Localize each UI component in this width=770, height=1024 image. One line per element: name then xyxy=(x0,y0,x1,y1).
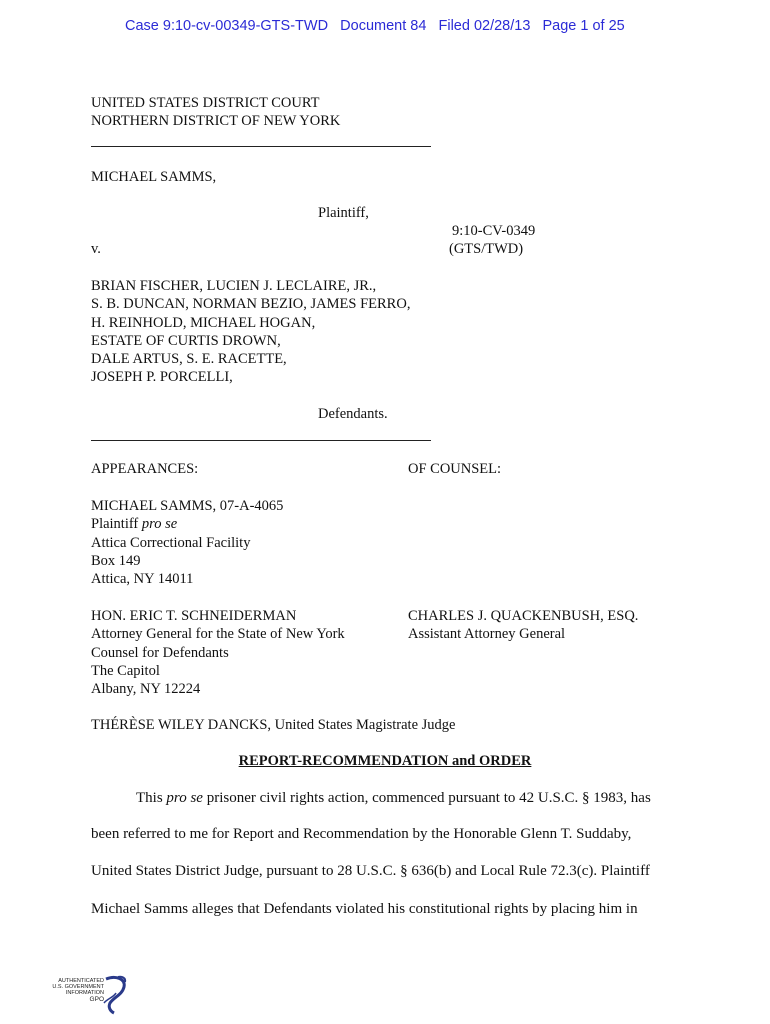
defense-line: Attorney General for the State of New York xyxy=(91,626,345,643)
address-line: Box 149 xyxy=(91,552,141,569)
address-line: Attica Correctional Facility xyxy=(91,534,251,551)
defense-line: HON. ERIC T. SCHNEIDERMAN xyxy=(91,608,297,624)
court-line-2: NORTHERN DISTRICT OF NEW YORK xyxy=(91,113,341,130)
court-name xyxy=(91,94,340,131)
plaintiff-appearance xyxy=(91,497,283,588)
gpo-authentication-logo xyxy=(44,973,134,1017)
header-case: Case 9:10-cv-00349-GTS-TWD xyxy=(125,18,329,34)
body-line-4: Michael Samms alleges that Defendants violated his constitutional rights by placing him in xyxy=(91,901,638,917)
gpo-text: AUTHENTICATED U.S. GOVERNMENT INFORMATION GPO xyxy=(52,978,104,1003)
defense-line: The Capitol xyxy=(91,662,160,679)
defense-line: Albany, NY 12224 xyxy=(91,681,201,698)
header-document: Document 84 xyxy=(340,18,427,34)
header-page: Page 1 of 25 xyxy=(542,18,625,34)
defendant-line: ESTATE OF CURTIS DROWN, xyxy=(91,332,281,349)
appearances-label: APPEARANCES: xyxy=(91,461,199,477)
counsel-name: CHARLES J. QUACKENBUSH, ESQ. xyxy=(408,608,639,624)
defendant-line: H. REINHOLD, MICHAEL HOGAN, xyxy=(91,314,316,331)
court-line-1: UNITED STATES DISTRICT COURT xyxy=(91,95,320,111)
judge-line: THÉRÈSE WILEY DANCKS, United States Magistrate Judge xyxy=(91,717,456,733)
plaintiff-role: Plaintiff, xyxy=(318,205,369,221)
plaintiff-name: MICHAEL SAMMS, xyxy=(91,169,217,185)
defendant-line: S. B. DUNCAN, NORMAN BEZIO, JAMES FERRO, xyxy=(91,296,411,313)
header-filed: Filed 02/28/13 xyxy=(438,18,531,34)
defense-appearance xyxy=(91,607,345,698)
case-number: 9:10-CV-0349 xyxy=(452,223,536,239)
caption-rule-bottom xyxy=(91,440,431,441)
body-line-1: This pro se prisoner civil rights action, commenced pursuant to 42 U.S.C. § 1983, has xyxy=(136,790,651,806)
counsel-title: Assistant Attorney General xyxy=(408,626,566,643)
defendant-line: JOSEPH P. PORCELLI, xyxy=(91,369,233,386)
defendant-line: BRIAN FISCHER, LUCIEN J. LECLAIRE, JR., xyxy=(91,278,377,294)
defendants-list xyxy=(91,277,410,387)
versus: v. xyxy=(91,241,101,257)
body-line-3: United States District Judge, pursuant to 28 U.S.C. § 636(b) and Local Rule 72.3(c). Plaintiff xyxy=(91,863,650,879)
plaintiff-appearance-role: Plaintiff pro se xyxy=(91,516,178,533)
address-line: Attica, NY 14011 xyxy=(91,571,194,588)
filing-header xyxy=(125,18,625,34)
report-title: REPORT-RECOMMENDATION and ORDER xyxy=(238,753,532,769)
case-judges: (GTS/TWD) xyxy=(449,241,524,257)
defendant-line: DALE ARTUS, S. E. RACETTE, xyxy=(91,351,287,368)
plaintiff-appearance-name: MICHAEL SAMMS, 07-A-4065 xyxy=(91,498,284,514)
body-line-2: been referred to me for Report and Recommendation by the Honorable Glenn T. Suddaby, xyxy=(91,826,632,842)
defendants-role: Defendants. xyxy=(318,406,388,422)
defense-line: Counsel for Defendants xyxy=(91,644,229,661)
caption-rule-top xyxy=(91,146,431,147)
of-counsel-label: OF COUNSEL: xyxy=(408,461,502,477)
defense-counsel xyxy=(408,607,638,644)
